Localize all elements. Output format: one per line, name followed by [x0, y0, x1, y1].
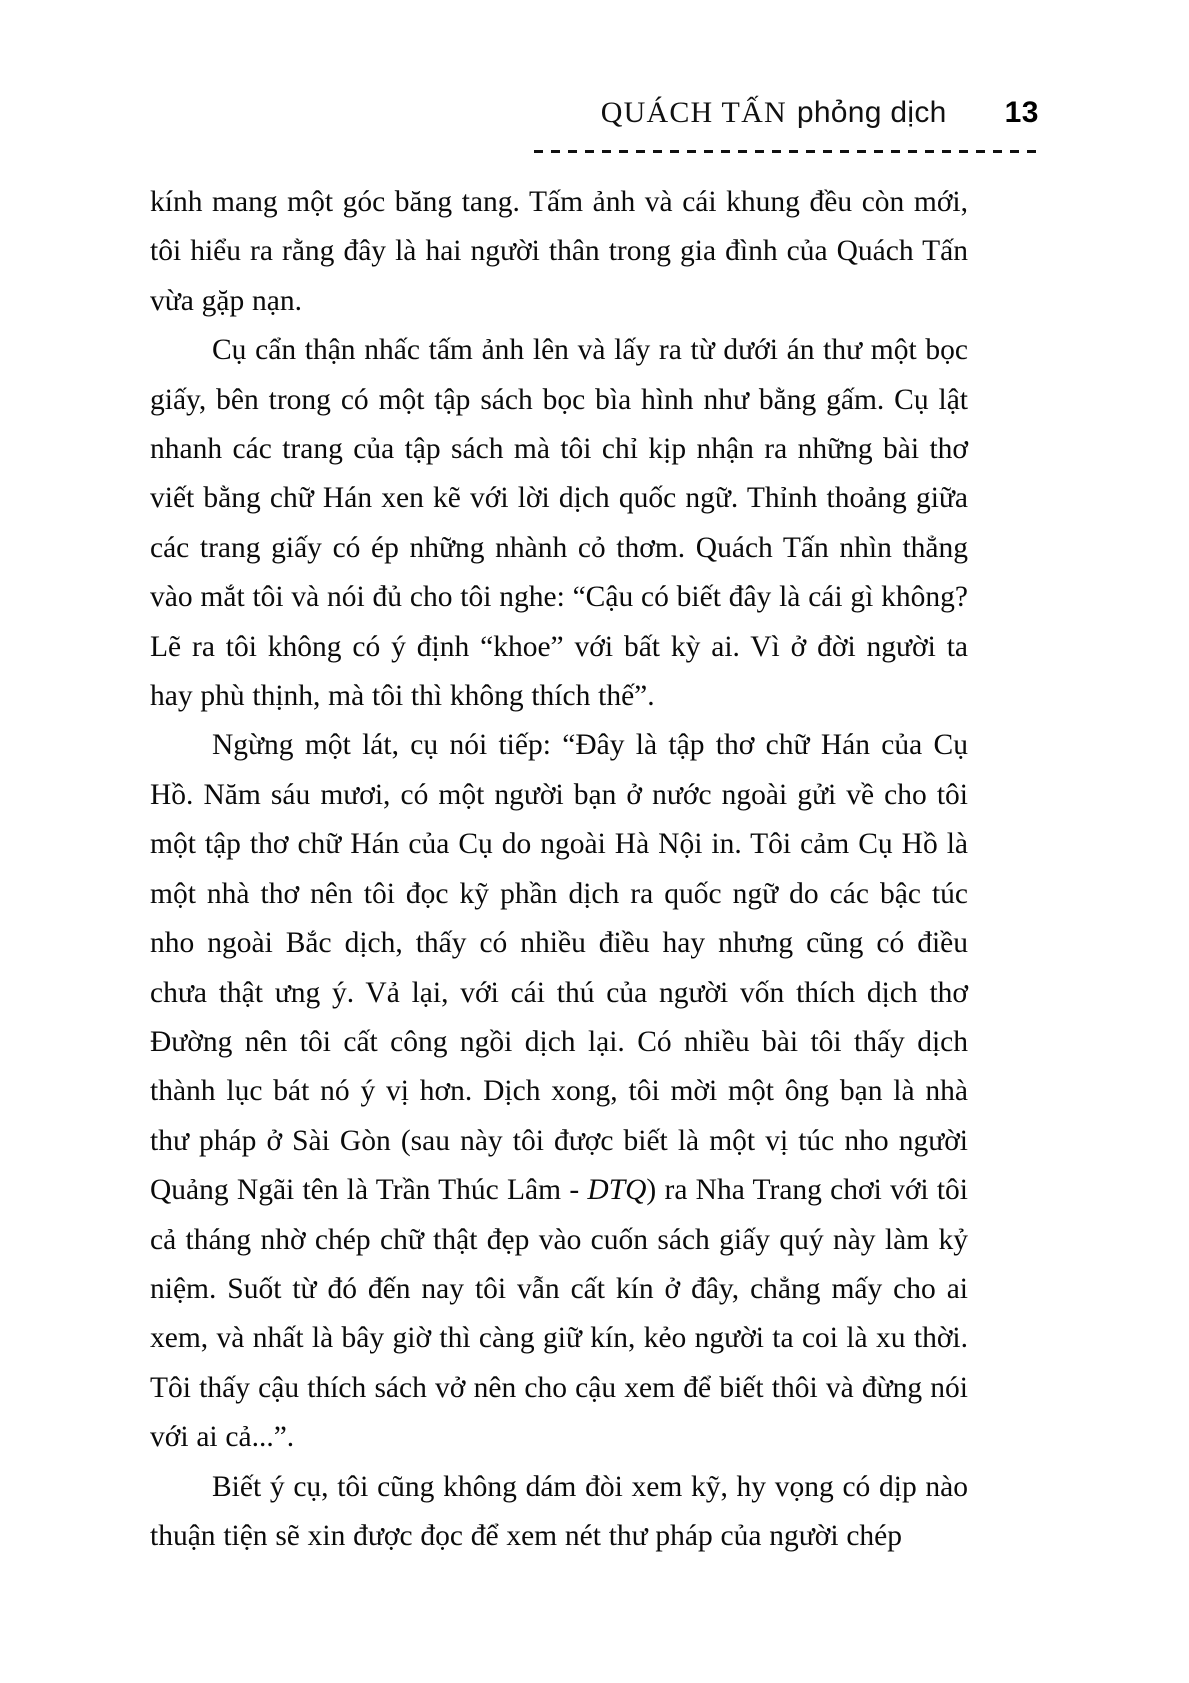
header-author-name: QUÁCH TẤN	[600, 96, 787, 129]
body-text-block	[150, 178, 968, 1561]
paragraph-2: Cụ cẩn thận nhấc tấm ảnh lên và lấy ra từ dưới án thư một bọc giấy, bên trong có một tập sách bọc bìa hình như bằng gấm. Cụ lật nhanh các trang của tập sách mà tôi chỉ kịp nhận ra những bài thơ viết bằng chữ Hán xen kẽ với lời dịch quốc ngữ. Thỉnh thoảng giữa các trang giấy có ép những nhành cỏ thơm. Quách Tấn nhìn thẳng vào mắt tôi và nói đủ cho tôi nghe: “Cậu có biết đây là cái gì không? Lẽ ra tôi không có ý định “khoe” với bất kỳ ai. Vì ở đời người ta hay phù thịnh, mà tôi thì không thích thế”.	[150, 334, 968, 713]
header-dashed-rule	[534, 150, 1039, 153]
page-number: 13	[1004, 96, 1039, 129]
paragraph-3-part-before-italic: Ngừng một lát, cụ nói tiếp: “Đây là tập thơ chữ Hán của Cụ Hồ. Năm sáu mươi, có một người bạn ở nước ngoài gửi về cho tôi một tập thơ chữ Hán của Cụ do ngoài Hà Nội in. Tôi cảm Cụ Hồ là một nhà thơ nên tôi đọc kỹ phần dịch ra quốc ngữ do các bậc túc nho ngoài Bắc dịch, thấy có nhiều điều hay nhưng cũng có điều chưa thật ưng ý. Vả lại, với cái thú của người vốn thích dịch thơ Đường nên tôi cất công ngồi dịch lại. Có nhiều bài tôi thấy dịch thành lục bát nó ý vị hơn. Dịch xong, tôi mời một ông bạn là nhà thư pháp ở Sài Gòn (sau này tôi được biết là một vị túc nho người Quảng Ngãi tên là Trần Thúc Lâm -	[150, 729, 968, 1207]
header-line	[150, 96, 1039, 148]
paragraph-4: Biết ý cụ, tôi cũng không dám đòi xem kỹ, hy vọng có dịp nào thuận tiện sẽ xin được đọc để xem nét thư pháp của người chép	[150, 1470, 968, 1552]
paragraph-3-part-after-italic: ) ra Nha Trang chơi với tôi cả tháng nhờ chép chữ thật đẹp vào cuốn sách giấy quý này làm kỷ niệm. Suốt từ đó đến nay tôi vẫn cất kín ở đây, chẳng mấy cho ai xem, và nhất là bây giờ thì càng giữ kín, kẻo người ta coi là xu thời. Tôi thấy cậu thích sách vở nên cho cậu xem để biết thôi và đừng nói với ai cả...”.	[150, 1174, 969, 1454]
paragraph-1: kính mang một góc băng tang. Tấm ảnh và cái khung đều còn mới, tôi hiểu ra rằng đây là hai người thân trong gia đình của Quách Tấn vừa gặp nạn.	[150, 186, 968, 317]
paragraph-3-italic-initials: DTQ	[587, 1174, 647, 1207]
paragraph-3	[150, 721, 968, 1462]
running-header	[150, 96, 1039, 156]
header-role-label: phỏng dịch	[796, 96, 947, 129]
